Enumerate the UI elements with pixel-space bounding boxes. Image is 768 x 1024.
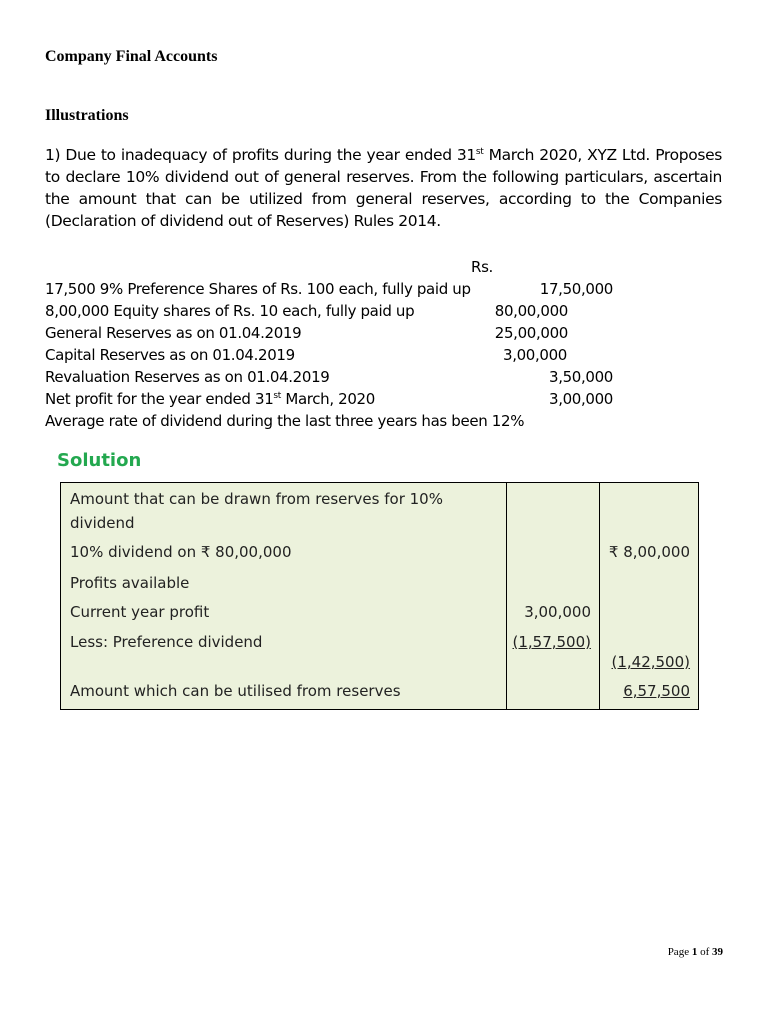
question-paragraph <box>45 144 722 232</box>
particular-row <box>45 388 685 410</box>
dividend-note: Average rate of dividend during the last three years has been 12% <box>45 412 525 430</box>
table-cell-amount: (1,57,500) <box>512 633 591 651</box>
page-number <box>668 946 723 958</box>
particular-amount: 3,50,000 <box>549 368 613 386</box>
total-pages: 39 <box>712 946 723 958</box>
particular-label: Capital Reserves as on 01.04.2019 <box>45 346 295 364</box>
table-cell-amount: 3,00,000 <box>524 603 591 621</box>
of-word: of <box>697 946 712 958</box>
table-cell-desc: dividend <box>70 514 135 532</box>
question-text-part2: March 2020, XYZ Ltd. Proposes to declare 10% dividend out of general reserves. From the following particulars, ascertain the amount that can be utilized from general reserves, according to the Companies (Declaration of dividend out of Reserves) Rules 2014. <box>45 146 722 230</box>
table-cell-desc: 10% dividend on ₹ 80,00,000 <box>70 543 292 561</box>
particular-amount: 3,00,000 <box>503 346 567 364</box>
current-page: 1 <box>691 946 698 958</box>
particular-amount: 17,50,000 <box>539 280 613 298</box>
currency-header: Rs. <box>471 258 493 276</box>
particular-label: 17,500 9% Preference Shares of Rs. 100 each, fully paid up <box>45 280 471 298</box>
label-part: Net profit for the year ended 31 <box>45 390 274 408</box>
table-cell-desc: Amount that can be drawn from reserves for 10% <box>70 490 443 508</box>
particular-label: 8,00,000 Equity shares of Rs. 10 each, fully paid up <box>45 302 415 320</box>
particular-row <box>45 366 685 388</box>
currency-header-row <box>45 256 685 278</box>
particular-label <box>45 388 375 410</box>
table-cell-desc: Amount which can be utilised from reserves <box>70 682 401 700</box>
particular-label: Revaluation Reserves as on 01.04.2019 <box>45 368 330 386</box>
ordinal-suffix: st <box>475 146 484 157</box>
particular-row <box>45 322 685 344</box>
table-cell-desc: Current year profit <box>70 603 210 621</box>
note-row <box>45 410 685 432</box>
particular-row <box>45 344 685 366</box>
table-cell-desc: Less: Preference dividend <box>70 633 263 651</box>
column-divider <box>599 483 600 709</box>
label-part: March, 2020 <box>280 390 375 408</box>
column-divider <box>506 483 507 709</box>
page-word: Page <box>667 946 692 958</box>
particulars-list <box>45 256 685 432</box>
ordinal-suffix: st <box>273 391 281 401</box>
solution-heading: Solution <box>57 450 142 471</box>
particular-label: General Reserves as on 01.04.2019 <box>45 324 302 342</box>
table-cell-amount: 6,57,500 <box>623 682 690 700</box>
question-text-part1: 1) Due to inadequacy of profits during the year ended 31 <box>45 146 476 164</box>
section-title: Illustrations <box>45 107 129 124</box>
table-cell-amount: (1,42,500) <box>611 653 690 671</box>
particular-amount: 25,00,000 <box>494 324 568 342</box>
particular-amount: 80,00,000 <box>494 302 568 320</box>
particular-amount: 3,00,000 <box>549 390 613 408</box>
particular-row <box>45 278 685 300</box>
table-cell-desc: Profits available <box>70 574 190 592</box>
solution-table <box>60 482 699 710</box>
table-cell-amount: ₹ 8,00,000 <box>608 543 690 561</box>
document-title: Company Final Accounts <box>45 48 218 65</box>
particular-row <box>45 300 685 322</box>
